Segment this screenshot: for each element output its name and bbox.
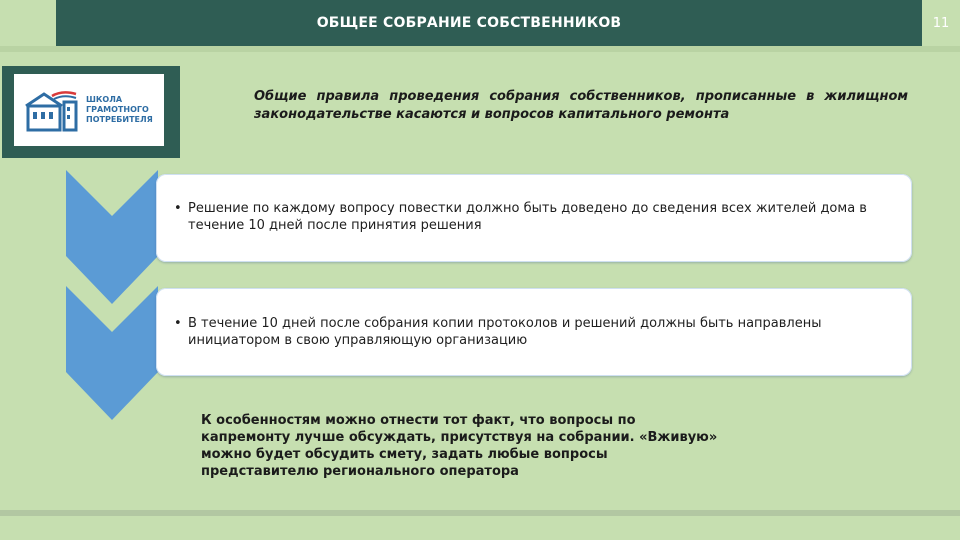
logo-frame xyxy=(2,66,180,158)
logo-line-2: ГРАМОТНОГО xyxy=(86,105,149,114)
conclusion-text: К особенностям можно отнести тот факт, что вопросы по капремонту лучше обсуждать, присутствуя на собрании. «Вживую» можно будет обсудить смету, задать любые вопросы представителю регионального оператора xyxy=(201,413,718,479)
intro-text: Общие правила проведения собрания собственников, прописанные в жилищном законодательстве касаются и вопросов капитального ремонта xyxy=(254,89,908,122)
title-bar xyxy=(56,0,922,46)
house-icon xyxy=(22,88,80,132)
page-number: 11 xyxy=(922,0,960,46)
bullet-marker: • xyxy=(174,201,182,216)
point-text-1 xyxy=(174,200,898,234)
logo-line-3: ПОТРЕБИТЕЛЯ xyxy=(86,115,153,124)
logo-text xyxy=(86,95,153,125)
footer-divider xyxy=(0,510,960,516)
point-card-2 xyxy=(156,288,912,376)
bullet-marker: • xyxy=(174,316,182,331)
point-text-2 xyxy=(174,315,898,349)
point-body: Решение по каждому вопросу повестки должно быть доведено до сведения всех жителей дома в течение 10 дней после принятия решения xyxy=(188,201,867,233)
point-card-1 xyxy=(156,174,912,262)
chevron-down-icon xyxy=(66,286,158,420)
header-divider xyxy=(0,46,960,52)
page-title: ОБЩЕЕ СОБРАНИЕ СОБСТВЕННИКОВ xyxy=(316,15,622,31)
point-body: В течение 10 дней после собрания копии протоколов и решений должны быть направлены инициатором в свою управляющую организацию xyxy=(188,316,822,348)
chevron-down-icon xyxy=(66,170,158,304)
logo xyxy=(14,74,164,146)
header-left-strip xyxy=(0,0,56,46)
logo-line-1: ШКОЛА xyxy=(86,95,123,104)
